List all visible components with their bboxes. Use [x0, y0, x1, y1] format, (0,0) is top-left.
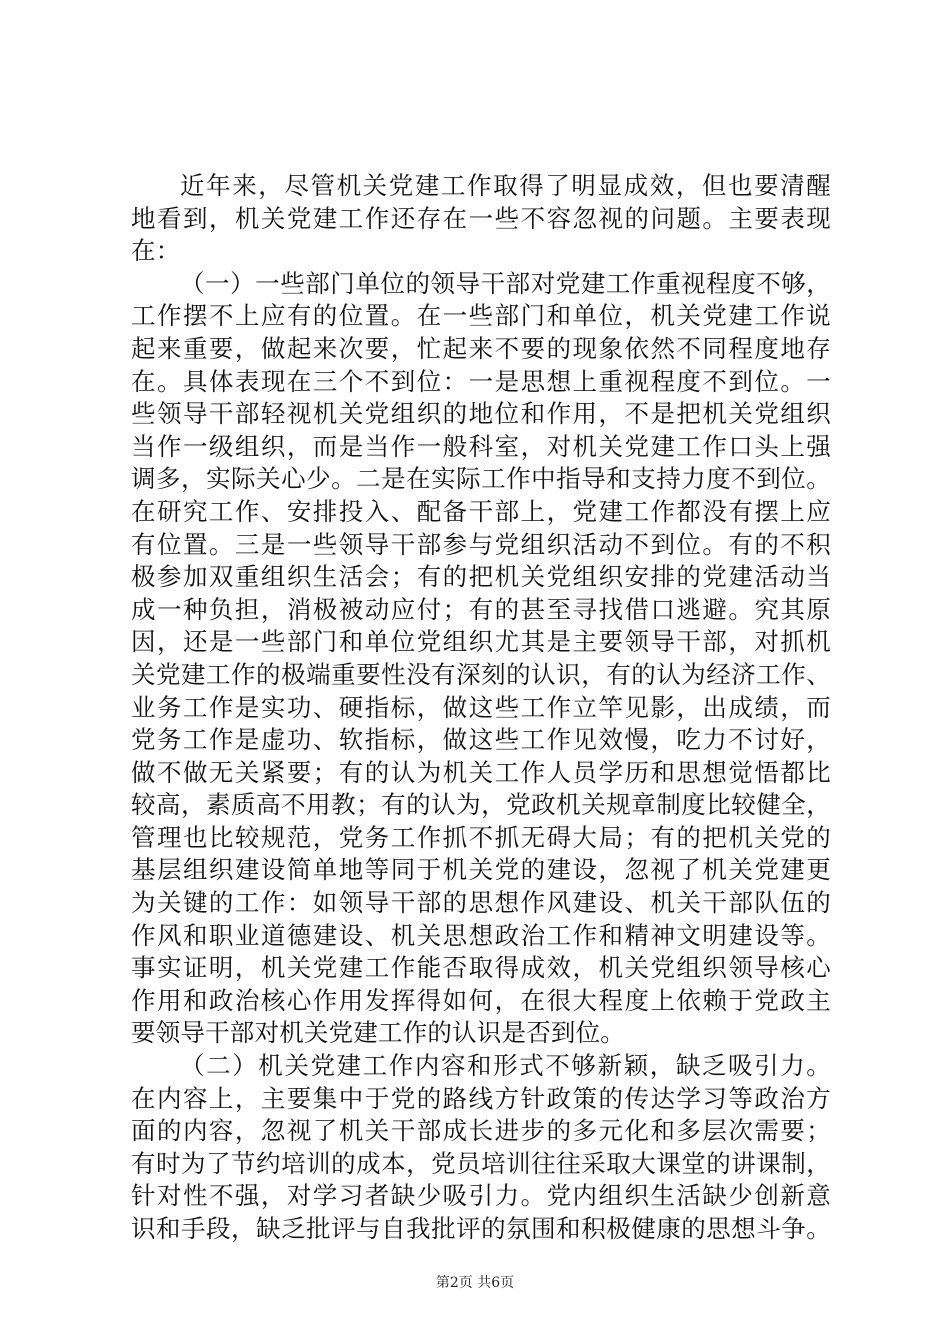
text-line: 有时为了节约培训的成本，党员培训往往采取大课堂的讲课制，: [131, 1148, 831, 1178]
text-line: 较高，素质高不用教；有的认为，党政机关规章制度比较健全，: [131, 790, 831, 820]
text-line: 在：: [131, 236, 181, 266]
text-line: 近年来，尽管机关党建工作取得了明显成效，但也要清醒: [180, 171, 831, 200]
text-line: 在研究工作、安排投入、配备干部上，党建工作都没有摆上应: [131, 496, 831, 526]
body-text: [131, 170, 831, 1246]
text-line: 为关键的工作：如领导干部的思想作风建设、机关干部队伍的: [131, 888, 831, 918]
text-line: 做不做无关紧要；有的认为机关工作人员学历和思想觉悟都比: [131, 757, 831, 787]
text-line: 工作摆不上应有的位置。在一些部门和单位，机关党建工作说: [131, 301, 831, 331]
page-footer: 第2页 共6页: [435, 1275, 515, 1291]
text-line: 在内容上，主要集中于党的路线方针政策的传达学习等政治方: [131, 1083, 831, 1113]
text-line: 作用和政治核心作用发挥得如何，在很大程度上依赖于党政主: [131, 985, 831, 1015]
text-line: 关党建工作的极端重要性没有深刻的认识，有的认为经济工作、: [131, 659, 831, 689]
text-line: 党务工作是虚功、软指标，做这些工作见效慢，吃力不讨好，: [131, 725, 831, 755]
text-line: 基层组织建设简单地等同于机关党的建设，忽视了机关党建更: [131, 855, 831, 885]
text-line: 面的内容，忽视了机关干部成长进步的多元化和多层次需要；: [131, 1116, 831, 1146]
text-line: 些领导干部轻视机关党组织的地位和作用，不是把机关党组织: [131, 399, 831, 429]
text-line: 因，还是一些部门和单位党组织尤其是主要领导干部，对抓机: [131, 627, 831, 657]
text-line: 当作一级组织，而是当作一般科室，对机关党建工作口头上强: [131, 431, 831, 461]
text-line: 调多，实际关心少。二是在实际工作中指导和支持力度不到位。: [131, 464, 831, 494]
text-line: 地看到，机关党建工作还存在一些不容忽视的问题。主要表现: [131, 203, 831, 233]
text-line: 业务工作是实功、硬指标，做这些工作立竿见影，出成绩，而: [131, 692, 831, 722]
text-line: 有位置。三是一些领导干部参与党组织活动不到位。有的不积: [131, 529, 831, 559]
text-line: 极参加双重组织生活会；有的把机关党组织安排的党建活动当: [131, 562, 831, 592]
text-line: 在。具体表现在三个不到位：一是思想上重视程度不到位。一: [131, 366, 831, 396]
text-line: 成一种负担，消极被动应付；有的甚至寻找借口逃避。究其原: [131, 594, 831, 624]
text-line: 要领导干部对机关党建工作的认识是否到位。: [131, 1018, 625, 1048]
text-line: 针对性不强，对学习者缺少吸引力。党内组织生活缺少创新意: [131, 1181, 831, 1211]
text-line: 事实证明，机关党建工作能否取得成效，机关党组织领导核心: [131, 953, 831, 983]
text-line: （一）一些部门单位的领导干部对党建工作重视程度不够，: [180, 268, 831, 298]
text-line: （二）机关党建工作内容和形式不够新颖，缺乏吸引力。: [180, 1051, 831, 1081]
text-line: 识和手段，缺乏批评与自我批评的氛围和积极健康的思想斗争。: [131, 1214, 831, 1243]
text-line: 起来重要，做起来次要，忙起来不要的现象依然不同程度地存: [131, 333, 831, 363]
text-line: 作风和职业道德建设、机关思想政治工作和精神文明建设等。: [131, 920, 831, 950]
text-line: 管理也比较规范，党务工作抓不抓无碍大局；有的把机关党的: [131, 822, 831, 852]
